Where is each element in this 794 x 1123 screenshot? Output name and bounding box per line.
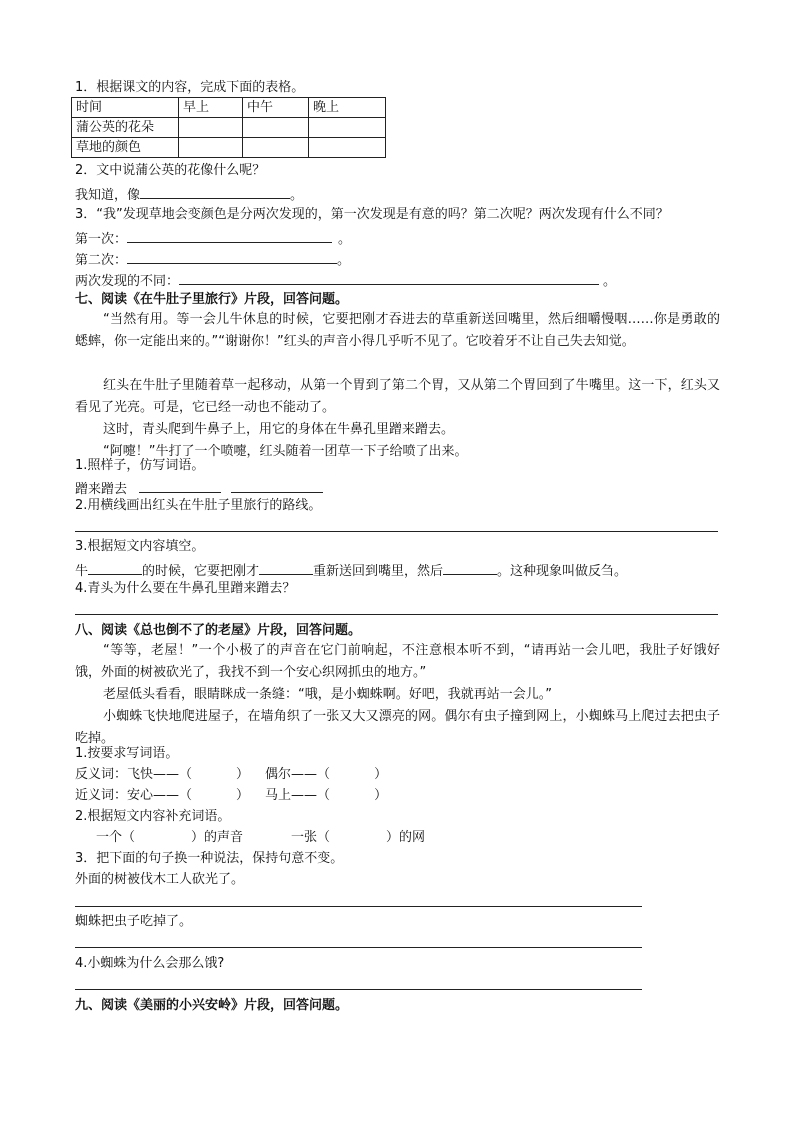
word-type-label: 反义词： bbox=[75, 767, 128, 782]
word-prompt: 飞快——（ bbox=[127, 767, 193, 782]
sentence-to-rewrite: 蜘蛛把虫子吃掉了。 bbox=[75, 914, 193, 929]
word-prompt: 一个（ bbox=[96, 830, 136, 845]
answer-blank[interactable] bbox=[127, 228, 332, 243]
question-1-3: 3．“我”发现草地会变颜色是分两次发现的，第一次发现是有意的吗？第二次呢？两次发现有什么不同？ bbox=[75, 207, 669, 222]
answer-rule[interactable] bbox=[75, 947, 642, 948]
passage-7-paragraph: “阿嚏！”牛打了一个喷嚏，红头随着一团草一下子给喷了出来。 bbox=[103, 444, 468, 459]
answer-line-1-2 bbox=[75, 184, 303, 205]
bracket: ） bbox=[236, 767, 250, 782]
question-8-2: 2.根据短文内容补充词语。 bbox=[75, 809, 231, 824]
answer-blank[interactable] bbox=[231, 478, 323, 493]
answer-line-second bbox=[75, 249, 350, 270]
word-prompt: 一张（ bbox=[291, 830, 331, 845]
answer-rule[interactable] bbox=[75, 906, 642, 907]
fill-text: 重新送回到嘴里，然后 bbox=[313, 564, 444, 579]
question-7-1: 1.照样子，仿写词语。 bbox=[75, 458, 205, 473]
section-8-title: 八、阅读《总也倒不了的老屋》片段，回答问题。 bbox=[75, 623, 362, 638]
answer-rule[interactable] bbox=[75, 989, 642, 990]
answer-line-8-2 bbox=[96, 829, 425, 847]
section-7-title: 七、阅读《在牛肚子里旅行》片段，回答问题。 bbox=[75, 292, 349, 307]
passage-7-paragraph: 这时，青头爬到牛鼻子上，用它的身体在牛鼻孔里蹭来蹭去。 bbox=[103, 422, 455, 437]
answer-suffix: 。 bbox=[290, 188, 304, 203]
question-1-2: 2．文中说蒲公英的花像什么呢？ bbox=[75, 163, 266, 178]
question-8-3: 3．把下面的句子换一种说法，保持句意不变。 bbox=[75, 851, 344, 866]
synonym-line bbox=[75, 787, 387, 805]
fill-text: 牛 bbox=[75, 564, 89, 579]
table-header-row bbox=[72, 98, 386, 118]
answer-suffix: 。 bbox=[337, 253, 351, 268]
answer-suffix: 。 bbox=[338, 232, 352, 247]
table-cell-input[interactable] bbox=[243, 138, 309, 158]
passage-8-paragraph: 老屋低头看看，眼睛眯成一条缝：“哦，是小蜘蛛啊。好吧，我就再站一会儿。” bbox=[103, 687, 552, 702]
question-1-1: 1．根据课文的内容，完成下面的表格。 bbox=[75, 80, 305, 95]
passage-8-paragraph: 小蜘蛛飞快地爬进屋子，在墙角织了一张又大又漂亮的网。偶尔有虫子撞到网上，小蜘蛛马上爬过去把虫子吃掉。 bbox=[75, 709, 720, 746]
word-prompt: ）的网 bbox=[386, 830, 426, 845]
table-row-label: 蒲公英的花朵 bbox=[72, 118, 179, 138]
table-cell-input[interactable] bbox=[179, 138, 243, 158]
passage-8-paragraph: “等等，老屋！”一个小极了的声音在它门前响起，不注意根本听不到，“请再站一会儿吧，我肚子好饿好饿，外面的树被砍光了，我找不到一个安心织网抓虫的地方。” bbox=[75, 643, 720, 680]
answer-line-first bbox=[75, 228, 351, 249]
answer-line-7-1 bbox=[75, 478, 323, 499]
table-header-cell: 时间 bbox=[72, 98, 179, 118]
answer-line-difference bbox=[75, 270, 616, 291]
answer-label: 第一次： bbox=[75, 232, 128, 247]
word-prompt: 马上——（ bbox=[265, 788, 331, 803]
table-row bbox=[72, 118, 386, 138]
sentence-to-rewrite: 外面的树被伐木工人砍光了。 bbox=[75, 872, 245, 887]
antonym-line bbox=[75, 766, 387, 784]
word-prompt: 偶尔——（ bbox=[265, 767, 331, 782]
word-type-label: 近义词： bbox=[75, 788, 128, 803]
answer-suffix: 。 bbox=[603, 274, 617, 289]
bracket: ） bbox=[374, 788, 388, 803]
answer-label: 两次发现的不同： bbox=[75, 274, 180, 289]
table-cell-input[interactable] bbox=[243, 118, 309, 138]
answer-prefix: 我知道，像 bbox=[75, 188, 141, 203]
question-7-2: 2.用横线画出红头在牛肚子里旅行的路线。 bbox=[75, 498, 322, 513]
answer-blank[interactable] bbox=[443, 560, 497, 575]
table-cell-input[interactable] bbox=[179, 118, 243, 138]
answer-blank[interactable] bbox=[140, 184, 290, 199]
bracket: ） bbox=[374, 767, 388, 782]
example-word: 蹭来蹭去 bbox=[75, 482, 128, 497]
answer-blank[interactable] bbox=[179, 270, 599, 285]
fill-text: 的时候，它要把刚才 bbox=[142, 564, 260, 579]
answer-rule[interactable] bbox=[75, 614, 718, 615]
answer-table bbox=[71, 97, 386, 158]
answer-rule[interactable] bbox=[75, 531, 718, 532]
word-prompt: 安心——（ bbox=[127, 788, 193, 803]
table-row-label: 草地的颜色 bbox=[72, 138, 179, 158]
passage-7-paragraph: “当然有用。等一会儿牛休息的时候，它要把刚才吞进去的草重新送回嘴里，然后细嚼慢咽……你是勇敢的蟋蟀，你一定能出来的。”“谢谢你！”红头的声音小得几乎听不见了。它咬着牙不让自己失去知觉。 bbox=[75, 312, 720, 349]
answer-line-7-3 bbox=[75, 560, 627, 581]
answer-label: 第二次： bbox=[75, 253, 128, 268]
answer-blank[interactable] bbox=[139, 478, 221, 493]
bracket: ） bbox=[236, 788, 250, 803]
table-cell-input[interactable] bbox=[309, 138, 386, 158]
table-row bbox=[72, 138, 386, 158]
table-header-cell: 中午 bbox=[243, 98, 309, 118]
section-9-title: 九、阅读《美丽的小兴安岭》片段，回答问题。 bbox=[75, 998, 349, 1013]
passage-7-paragraph: 红头在牛肚子里随着草一起移动，从第一个胃到了第二个胃，又从第二个胃回到了牛嘴里。这一下，红头又看见了光亮。可是，它已经一动也不能动了。 bbox=[75, 378, 720, 415]
question-8-4: 4.小蜘蛛为什么会那么饿? bbox=[75, 956, 225, 971]
answer-blank[interactable] bbox=[88, 560, 142, 575]
answer-blank[interactable] bbox=[127, 249, 337, 264]
question-7-3: 3.根据短文内容填空。 bbox=[75, 539, 205, 554]
table-header-cell: 晚上 bbox=[309, 98, 386, 118]
table-header-cell: 早上 bbox=[179, 98, 243, 118]
fill-text: 。这种现象叫做反刍。 bbox=[497, 564, 628, 579]
table-cell-input[interactable] bbox=[309, 118, 386, 138]
answer-blank[interactable] bbox=[259, 560, 313, 575]
question-8-1: 1.按要求写词语。 bbox=[75, 746, 179, 761]
word-prompt: ）的声音 bbox=[191, 830, 244, 845]
question-7-4: 4.青头为什么要在牛鼻孔里蹭来蹭去？ bbox=[75, 581, 296, 596]
